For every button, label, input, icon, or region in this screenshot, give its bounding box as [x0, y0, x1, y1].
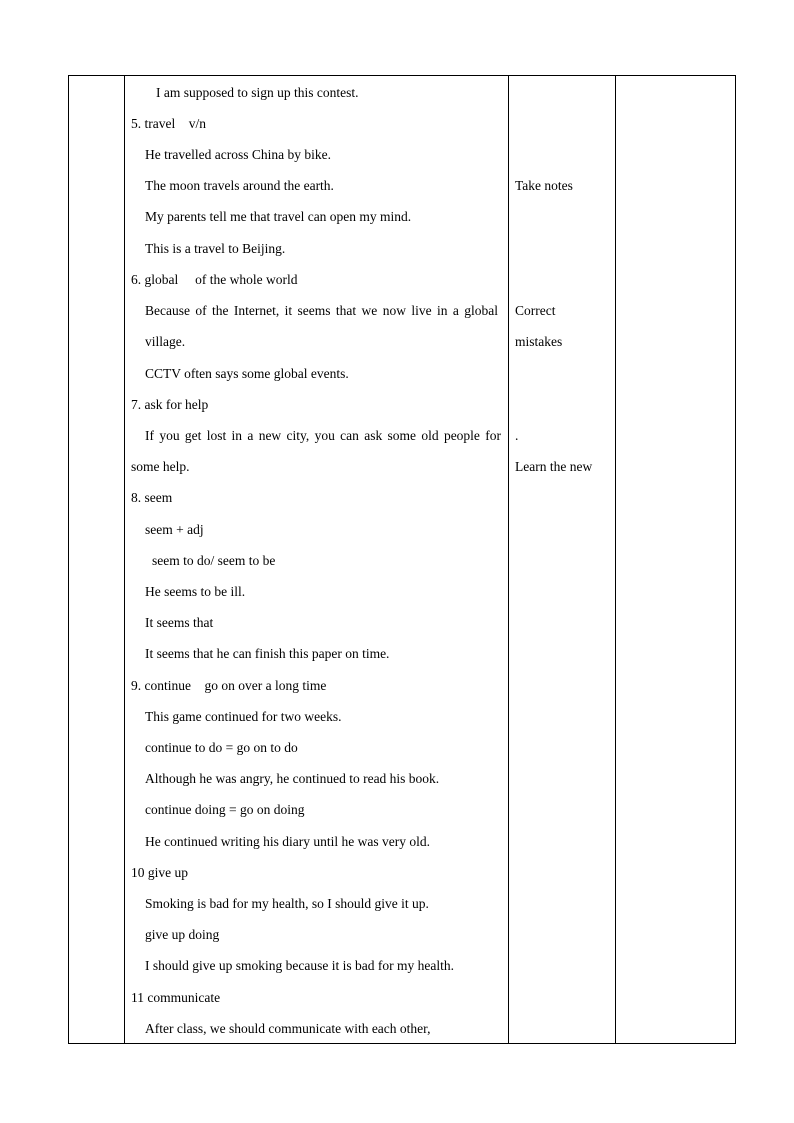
content-line: I should give up smoking because it is bad for my health.: [145, 958, 454, 973]
content-line: some help.: [131, 459, 190, 474]
side-note: .: [515, 428, 519, 443]
content-line: Smoking is bad for my health, so I should give it up.: [145, 896, 429, 911]
column-divider-3: [615, 76, 616, 1043]
content-line: village.: [145, 334, 186, 349]
content-line: He travelled across China by bike.: [145, 147, 331, 162]
column-divider-2: [508, 76, 509, 1043]
content-line: 7. ask for help: [131, 397, 209, 412]
content-line: continue to do = go on to do: [145, 740, 298, 755]
column-divider-1: [124, 76, 125, 1043]
content-line: 8. seem: [131, 490, 173, 505]
content-line: 11 communicate: [131, 990, 221, 1005]
content-line: 6. global of the whole world: [131, 272, 298, 287]
content-line: It seems that: [145, 615, 214, 630]
content-line: This game continued for two weeks.: [145, 709, 342, 724]
content-line: The moon travels around the earth.: [145, 178, 334, 193]
content-line: If you get lost in a new city, you can ask some old people for: [145, 428, 501, 443]
content-line: 10 give up: [131, 865, 188, 880]
content-line: CCTV often says some global events.: [145, 366, 349, 381]
side-note: Take notes: [515, 178, 573, 193]
content-line: I am supposed to sign up this contest.: [156, 85, 359, 100]
side-note: Learn the new: [515, 459, 593, 474]
content-line: It seems that he can finish this paper on time.: [145, 646, 390, 661]
content-line: continue doing = go on doing: [145, 802, 305, 817]
side-note: Correct: [515, 303, 556, 318]
content-line: Because of the Internet, it seems that we now live in a global: [145, 303, 498, 318]
content-line: He continued writing his diary until he was very old.: [145, 834, 430, 849]
content-line: 5. travel v/n: [131, 116, 206, 131]
content-line: seem + adj: [145, 522, 204, 537]
content-line: He seems to be ill.: [145, 584, 246, 599]
content-line: After class, we should communicate with each other,: [145, 1021, 431, 1036]
content-line: Although he was angry, he continued to read his book.: [145, 771, 440, 786]
content-line: seem to do/ seem to be: [152, 553, 276, 568]
content-line: give up doing: [145, 927, 220, 942]
content-line: 9. continue go on over a long time: [131, 678, 327, 693]
side-note: mistakes: [515, 334, 563, 349]
content-line: This is a travel to Beijing.: [145, 241, 286, 256]
content-line: My parents tell me that travel can open my mind.: [145, 209, 412, 224]
